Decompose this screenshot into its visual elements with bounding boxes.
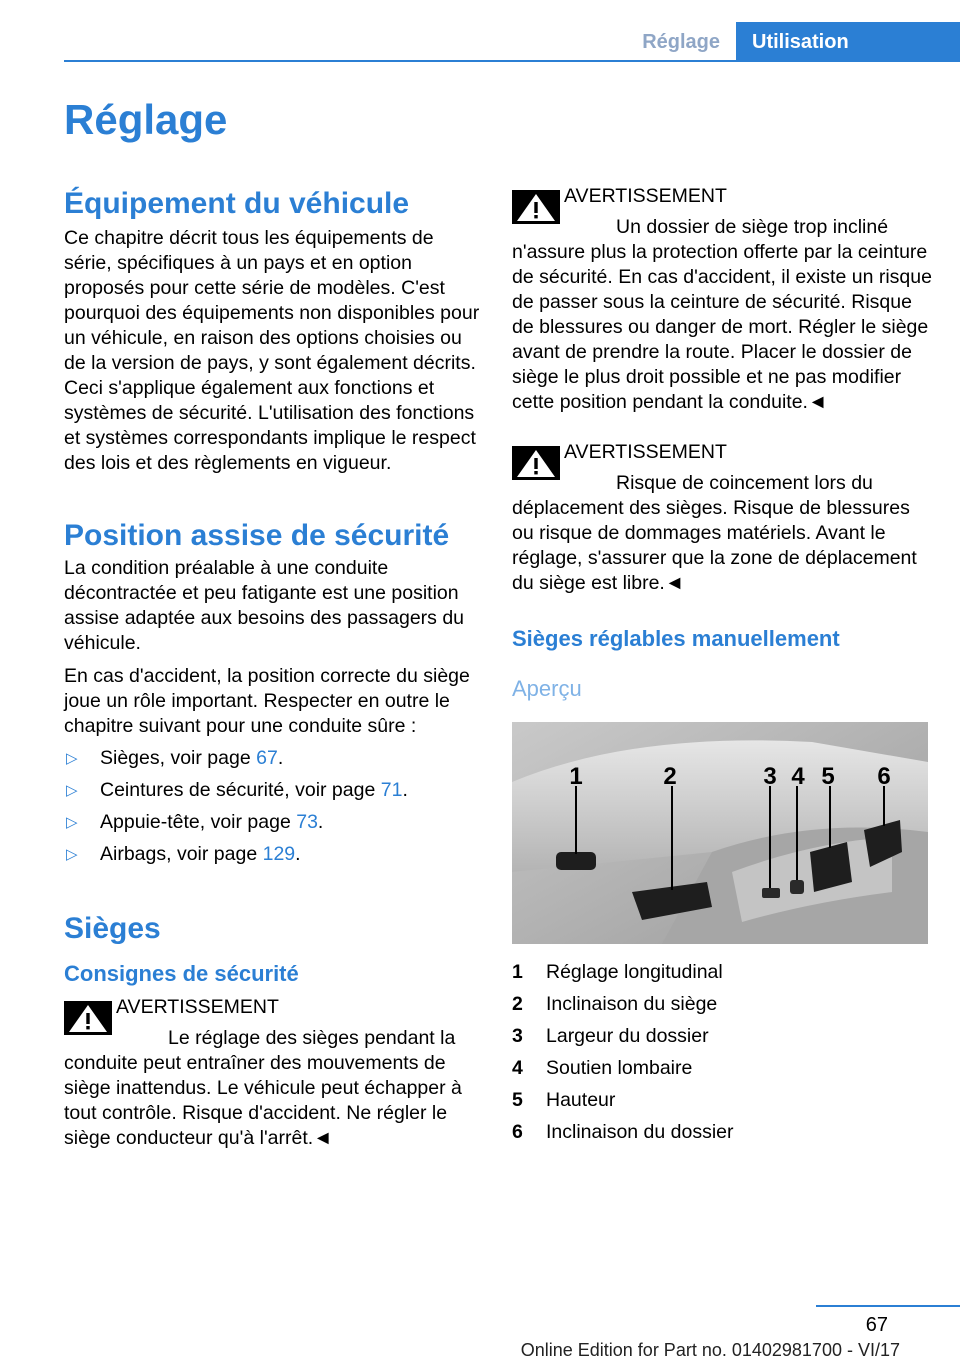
- ref-page-link[interactable]: 67: [256, 747, 278, 769]
- ref-page-link[interactable]: 129: [262, 843, 296, 865]
- ref-text: Airbags, voir page: [100, 843, 263, 865]
- warning-icon: [512, 446, 560, 480]
- seat-controls-photo: [512, 722, 928, 944]
- heading-equipment: Équipement du véhicule: [64, 187, 410, 220]
- heading-seats: Sièges: [64, 912, 161, 945]
- legend-list: [512, 956, 932, 1148]
- warning-icon: [512, 190, 560, 224]
- paragraph-position-2: En cas d'accident, la position correcte du siège joue un rôle important. Respecter en outre le chapitre suivant pour une conduite sûre :: [64, 665, 470, 737]
- paragraph-position-1: La condition préalable à une conduite décontractée et peu fatigante est une position assise adaptée aux besoins des passagers du véhicule.: [64, 557, 465, 654]
- list-item: [512, 956, 932, 988]
- photo-label: 1: [569, 763, 583, 790]
- list-item: ▷ Sièges, voir page 67.: [66, 747, 284, 769]
- heading-position: Position assise de sécurité: [64, 519, 450, 552]
- heading-overview: Aperçu: [512, 676, 582, 701]
- warning-text: Un dossier de siège trop incliné n'assure plus la protection offerte par la ceinture de sécurité. En cas d'accident, il existe un risque de passer sous la ceinture de sécurité. Risque de blessures ou danger de mort. Régler le siège avant de prendre la route. Placer le dossier de siège le plus droit possible et ne pas modifier cette position pendant la conduite.◄: [512, 216, 932, 413]
- warning-text: Risque de coincement lors du déplacement des sièges. Risque de blessures ou risque de dommages matériels. Avant le réglage, s'assurer que la zone de déplacement du siège est libre.◄: [512, 472, 917, 594]
- item-label: Largeur du dossier: [546, 1025, 709, 1047]
- page-number: 67: [865, 1314, 888, 1336]
- paragraph-equipment: Ce chapitre décrit tous les équipements de série, spécifiques à un pays et en option proposés pour cette série de modèles. C'est pourquoi des équipements non disponibles pour un véhicule, en raison des options choisies ou de la version de pays, y sont également décrits. Ceci s'applique également aux fonctions et systèmes de sécurité. L'utilisation des fonctions et systèmes correspondants implique le respect des lois et des règlements en vigueur.: [64, 227, 480, 474]
- photo-label: 5: [821, 763, 835, 790]
- bullet-icon: ▷: [66, 750, 78, 767]
- item-label: Inclinaison du dossier: [546, 1121, 734, 1143]
- list-item: ▷ Ceintures de sécurité, voir page 71.: [66, 779, 408, 801]
- warning-title: AVERTISSEMENT: [564, 185, 727, 207]
- ref-text: Ceintures de sécurité, voir page: [100, 779, 381, 801]
- item-number: 4: [512, 1057, 523, 1079]
- item-label: Hauteur: [546, 1089, 616, 1111]
- list-item: ▷ Airbags, voir page 129.: [66, 843, 301, 865]
- heading-manual-seats: Sièges réglables manuellement: [512, 626, 840, 651]
- list-item: [512, 1116, 932, 1148]
- warning-block: [64, 995, 484, 1151]
- tab-chapter[interactable]: Utilisation: [736, 22, 960, 62]
- tab-section[interactable]: Réglage: [642, 31, 720, 53]
- warning-title: AVERTISSEMENT: [564, 441, 727, 463]
- photo-label: 6: [877, 763, 891, 790]
- ref-text: Sièges, voir page: [100, 747, 257, 769]
- list-item: ▷ Appuie-tête, voir page 73.: [66, 811, 324, 833]
- ref-text: Appuie-tête, voir page: [100, 811, 297, 833]
- item-label: Réglage longitudinal: [546, 961, 723, 983]
- photo-label: 2: [663, 763, 677, 790]
- item-number: 1: [512, 961, 523, 983]
- right-column: [512, 184, 932, 1148]
- list-item: [512, 1020, 932, 1052]
- item-number: 2: [512, 993, 523, 1015]
- list-item: [512, 988, 932, 1020]
- item-number: 5: [512, 1089, 523, 1111]
- left-column: [64, 184, 484, 1151]
- warning-block: [512, 440, 932, 596]
- reference-list: [64, 746, 484, 867]
- item-number: 3: [512, 1025, 523, 1047]
- page-title: Réglage: [64, 96, 228, 143]
- item-label: Inclinaison du siège: [546, 993, 718, 1015]
- bullet-icon: ▷: [66, 846, 78, 863]
- photo-label: 4: [791, 763, 805, 790]
- item-number: 6: [512, 1121, 523, 1143]
- item-label: Soutien lombaire: [546, 1057, 693, 1079]
- bullet-icon: ▷: [66, 814, 78, 831]
- bullet-icon: ▷: [66, 782, 78, 799]
- warning-icon: [64, 1001, 112, 1035]
- list-item: [512, 1052, 932, 1084]
- warning-title: AVERTISSEMENT: [116, 996, 279, 1018]
- heading-safety: Consignes de sécurité: [64, 961, 299, 986]
- edition-footer: Online Edition for Part no. 01402981700 - VI/17: [520, 1340, 900, 1360]
- list-item: [512, 1084, 932, 1116]
- photo-label: 3: [763, 763, 777, 790]
- ref-page-link[interactable]: 73: [296, 811, 318, 833]
- warning-block: [512, 184, 932, 415]
- ref-page-link[interactable]: 71: [380, 779, 403, 801]
- warning-text: Le réglage des sièges pendant la conduite peut entraîner des mouvements de siège inattendus. Le véhicule peut échapper à tout contrôle. Risque d'accident. Ne régler le siège conducteur qu'à l'arrêt.◄: [64, 1027, 462, 1149]
- footer-rule: [816, 1305, 960, 1307]
